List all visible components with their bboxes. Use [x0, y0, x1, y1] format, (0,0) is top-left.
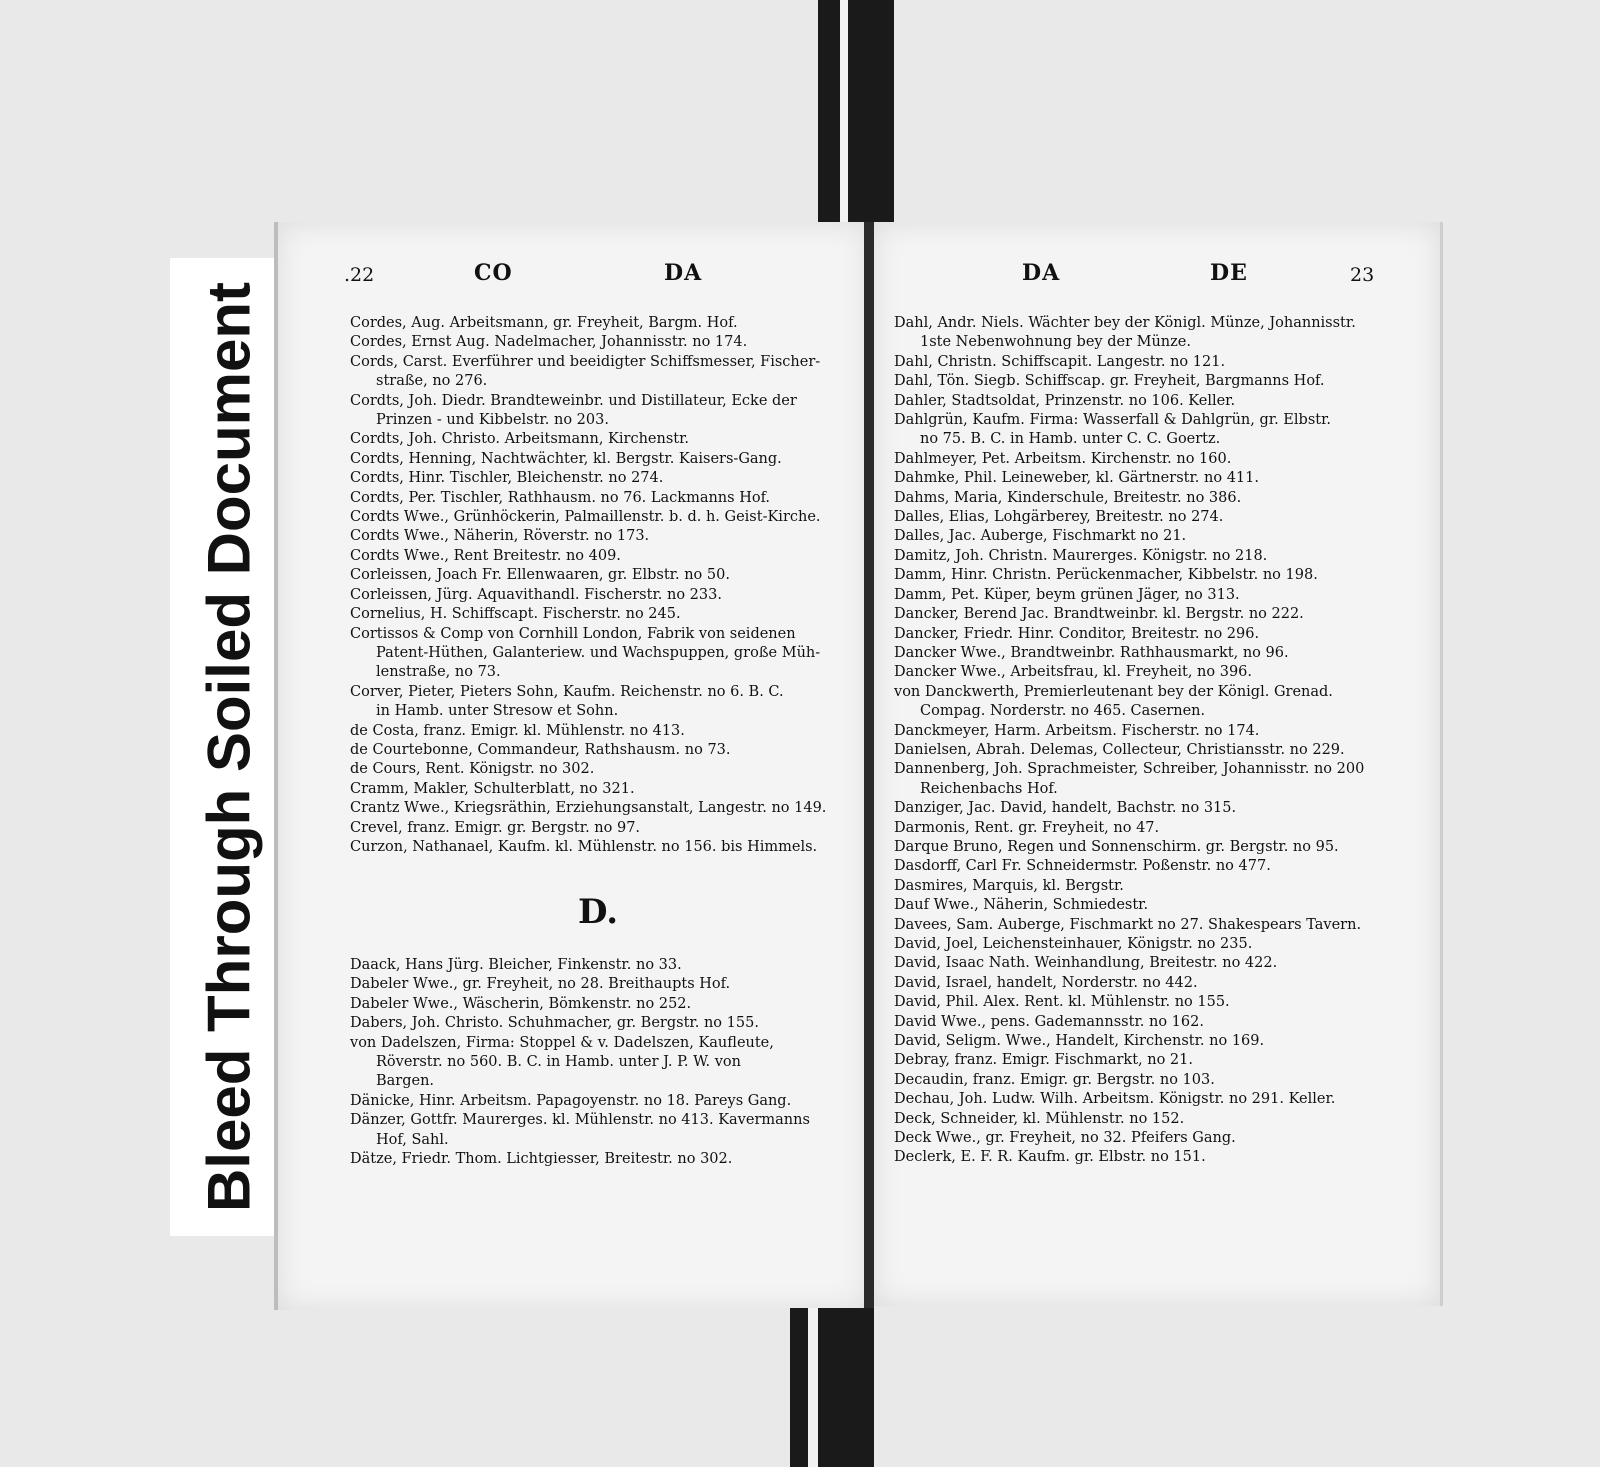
entry: Cordts Wwe., Grünhöckerin, Palmaillenstr. b. d. h. Geist-Kirche. [350, 509, 821, 526]
right-header-left: DA [1022, 260, 1061, 286]
entry: Cords, Carst. Everführer und beeidigter Schiffsmesser, Fischer- [350, 353, 821, 370]
entry: Danielsen, Abrah. Delemas, Collecteur, Christiansstr. no 229. [894, 741, 1345, 758]
entry: Cordts, Henning, Nachtwächter, kl. Bergstr. Kaisers-Gang. [350, 450, 782, 467]
entry: Dauf Wwe., Näherin, Schmiedestr. [894, 897, 1149, 914]
entry: Corleissen, Joach Fr. Ellenwaaren, gr. Elbstr. no 50. [350, 567, 730, 584]
entry-continuation: Patent-Hüthen, Galanteriew. und Wachspuppen, große Müh- [376, 644, 821, 661]
entry-continuation: straße, no 276. [376, 373, 488, 390]
d-entries [350, 956, 850, 1169]
right-page-number: 23 [1350, 264, 1375, 286]
entry: Dänzer, Gottfr. Maurerges. kl. Mühlenstr. no 413. Kavermanns [350, 1112, 810, 1129]
co-entries [350, 314, 850, 857]
entry: Deck, Schneider, kl. Mühlenstr. no 152. [894, 1110, 1185, 1127]
binding-strip-top-gap [840, 0, 848, 222]
entry: David, Seligm. Wwe., Handelt, Kirchenstr. no 169. [894, 1033, 1265, 1050]
entry: Damm, Pet. Küper, beym grünen Jäger, no 313. [894, 586, 1240, 603]
entry: Crantz Wwe., Kriegsräthin, Erziehungsanstalt, Langestr. no 149. [350, 800, 827, 817]
entry: Cornelius, H. Schiffscapt. Fischerstr. no 245. [350, 606, 681, 623]
entry: von Dadelszen, Firma: Stoppel & v. Dadelszen, Kaufleute, [350, 1034, 774, 1051]
entry-continuation: Compag. Norderstr. no 465. Casernen. [920, 703, 1206, 720]
entry: Darmonis, Rent. gr. Freyheit, no 47. [894, 819, 1160, 836]
entry: Dancker, Friedr. Hinr. Conditor, Breitestr. no 296. [894, 625, 1260, 642]
entry: de Costa, franz. Emigr. kl. Mühlenstr. no 413. [350, 722, 685, 739]
entry-continuation: 1ste Nebenwohnung bey der Münze. [920, 334, 1191, 351]
left-page [274, 222, 868, 1310]
binding-strip-bottom-gap [808, 1308, 818, 1467]
entry: de Courtebonne, Commandeur, Rathshausm. no 73. [350, 741, 731, 758]
entry: Dahl, Tön. Siegb. Schiffscap. gr. Freyheit, Bargmanns Hof. [894, 373, 1325, 390]
entry: Davees, Sam. Auberge, Fischmarkt no 27. Shakespears Tavern. [894, 916, 1362, 933]
entry: Dancker, Berend Jac. Brandtweinbr. kl. Bergstr. no 222. [894, 606, 1304, 623]
entry: David, Israel, handelt, Norderstr. no 442. [894, 974, 1198, 991]
entry: Danckmeyer, Harm. Arbeitsm. Fischerstr. no 174. [894, 722, 1260, 739]
entry: Dahlgrün, Kaufm. Firma: Wasserfall & Dahlgrün, gr. Elbstr. [894, 412, 1332, 429]
left-page-number: .22 [344, 264, 375, 286]
entry: Darque Bruno, Regen und Sonnenschirm. gr. Bergstr. no 95. [894, 838, 1339, 855]
entry: Dancker Wwe., Brandtweinbr. Rathhausmarkt, no 96. [894, 644, 1289, 661]
entry-continuation: Hof, Sahl. [376, 1131, 449, 1148]
entry-continuation: Reichenbachs Hof. [920, 780, 1058, 797]
entry: de Cours, Rent. Königstr. no 302. [350, 761, 595, 778]
entry: Cordts, Joh. Diedr. Brandteweinbr. und Distillateur, Ecke der [350, 392, 797, 409]
bleed-through-label-text: Bleed Through Soiled Document [195, 281, 263, 1213]
entry: Dänicke, Hinr. Arbeitsm. Papagoyenstr. no 18. Pareys Gang. [350, 1092, 792, 1109]
entry: Dabers, Joh. Christo. Schuhmacher, gr. Bergstr. no 155. [350, 1015, 759, 1032]
entry: Dahmke, Phil. Leineweber, kl. Gärtnerstr. no 411. [894, 470, 1259, 487]
entry: Cordes, Aug. Arbeitsmann, gr. Freyheit, Bargm. Hof. [350, 315, 738, 331]
entry: Dasmires, Marquis, kl. Bergstr. [894, 877, 1124, 894]
book-gutter [864, 222, 874, 1310]
right-header-right: DE [1210, 260, 1248, 286]
entry: Damitz, Joh. Christn. Maurerges. Königstr. no 218. [894, 547, 1268, 564]
entry: Cordts Wwe., Näherin, Röverstr. no 173. [350, 528, 650, 545]
entry: Dätze, Friedr. Thom. Lichtgiesser, Breitestr. no 302. [350, 1151, 733, 1168]
entry: Cramm, Makler, Schulterblatt, no 321. [350, 780, 635, 797]
entry: Cordts Wwe., Rent Breitestr. no 409. [350, 547, 621, 564]
right-page [874, 222, 1443, 1306]
entry-continuation: lenstraße, no 73. [376, 664, 501, 681]
entry: Daack, Hans Jürg. Bleicher, Finkenstr. no 33. [350, 957, 682, 973]
section-letter-d: D. [578, 892, 619, 932]
entry: Cordts, Joh. Christo. Arbeitsmann, Kirchenstr. [350, 431, 690, 448]
entry: Crevel, franz. Emigr. gr. Bergstr. no 97. [350, 819, 641, 836]
entry: Dahlmeyer, Pet. Arbeitsm. Kirchenstr. no 160. [894, 450, 1232, 467]
entry: Dabeler Wwe., Wäscherin, Bömkenstr. no 252. [350, 995, 692, 1012]
entry: Damm, Hinr. Christn. Perückenmacher, Kibbelstr. no 198. [894, 567, 1318, 584]
binding-strip-bottom [790, 1308, 874, 1467]
entry: von Danckwerth, Premierleutenant bey der Königl. Grenad. [894, 683, 1333, 700]
entry-continuation: Röverstr. no 560. B. C. in Hamb. unter J. P. W. von [376, 1054, 741, 1071]
entry: David, Phil. Alex. Rent. kl. Mühlenstr. no 155. [894, 994, 1230, 1011]
left-header-left: CO [474, 260, 513, 286]
entry: Dechau, Joh. Ludw. Wilh. Arbeitsm. Königstr. no 291. Keller. [894, 1091, 1336, 1108]
entry: David Wwe., pens. Gademannsstr. no 162. [894, 1013, 1204, 1030]
entry: Cordts, Hinr. Tischler, Bleichenstr. no 274. [350, 470, 664, 487]
entry: Dahl, Christn. Schiffscapit. Langestr. no 121. [894, 353, 1226, 370]
entry: Dabeler Wwe., gr. Freyheit, no 28. Breithaupts Hof. [350, 976, 731, 993]
entry: Decaudin, franz. Emigr. gr. Bergstr. no 103. [894, 1071, 1215, 1088]
entry: Dahl, Andr. Niels. Wächter bey der Königl. Münze, Johannisstr. [894, 315, 1356, 331]
entry: David, Joel, Leichensteinhauer, Königstr. no 235. [894, 936, 1253, 952]
binding-strip-top [818, 0, 894, 222]
entry: Cordes, Ernst Aug. Nadelmacher, Johannisstr. no 174. [350, 334, 748, 351]
da-entries [894, 314, 1414, 1168]
entry: Dancker Wwe., Arbeitsfrau, kl. Freyheit, no 396. [894, 664, 1253, 681]
entry: Cordts, Per. Tischler, Rathhausm. no 76. Lackmanns Hof. [350, 489, 771, 506]
entry: Debray, franz. Emigr. Fischmarkt, no 21. [894, 1052, 1193, 1069]
entry: Declerk, E. F. R. Kaufm. gr. Elbstr. no 151. [894, 1149, 1206, 1166]
bleed-through-label [170, 258, 288, 1236]
entry: Dahler, Stadtsoldat, Prinzenstr. no 106. Keller. [894, 392, 1236, 409]
entry-continuation: no 75. B. C. in Hamb. unter C. C. Goertz. [920, 431, 1221, 448]
entry-continuation: Prinzen - und Kibbelstr. no 203. [376, 412, 609, 429]
entry: Dahms, Maria, Kinderschule, Breitestr. no 386. [894, 489, 1242, 506]
entry: Dalles, Jac. Auberge, Fischmarkt no 21. [894, 528, 1187, 545]
left-header-right: DA [664, 260, 703, 286]
entry: Dasdorff, Carl Fr. Schneidermstr. Poßenstr. no 477. [894, 858, 1271, 875]
entry-continuation: Bargen. [376, 1073, 435, 1090]
entry: Curzon, Nathanael, Kaufm. kl. Mühlenstr. no 156. bis Himmels. [350, 838, 818, 855]
entry: Corver, Pieter, Pieters Sohn, Kaufm. Reichenstr. no 6. B. C. [350, 683, 784, 700]
entry: Cortissos & Comp von Cornhill London, Fabrik von seidenen [350, 625, 796, 642]
entry: David, Isaac Nath. Weinhandlung, Breitestr. no 422. [894, 955, 1278, 972]
entry-continuation: in Hamb. unter Stresow et Sohn. [376, 703, 619, 720]
entry: Deck Wwe., gr. Freyheit, no 32. Pfeifers Gang. [894, 1130, 1236, 1147]
entry: Danziger, Jac. David, handelt, Bachstr. no 315. [894, 800, 1237, 817]
entry: Dannenberg, Joh. Sprachmeister, Schreiber, Johannisstr. no 200 [894, 761, 1365, 778]
entry: Corleissen, Jürg. Aquavithandl. Fischerstr. no 233. [350, 586, 722, 603]
entry: Dalles, Elias, Lohgärberey, Breitestr. no 274. [894, 509, 1224, 526]
